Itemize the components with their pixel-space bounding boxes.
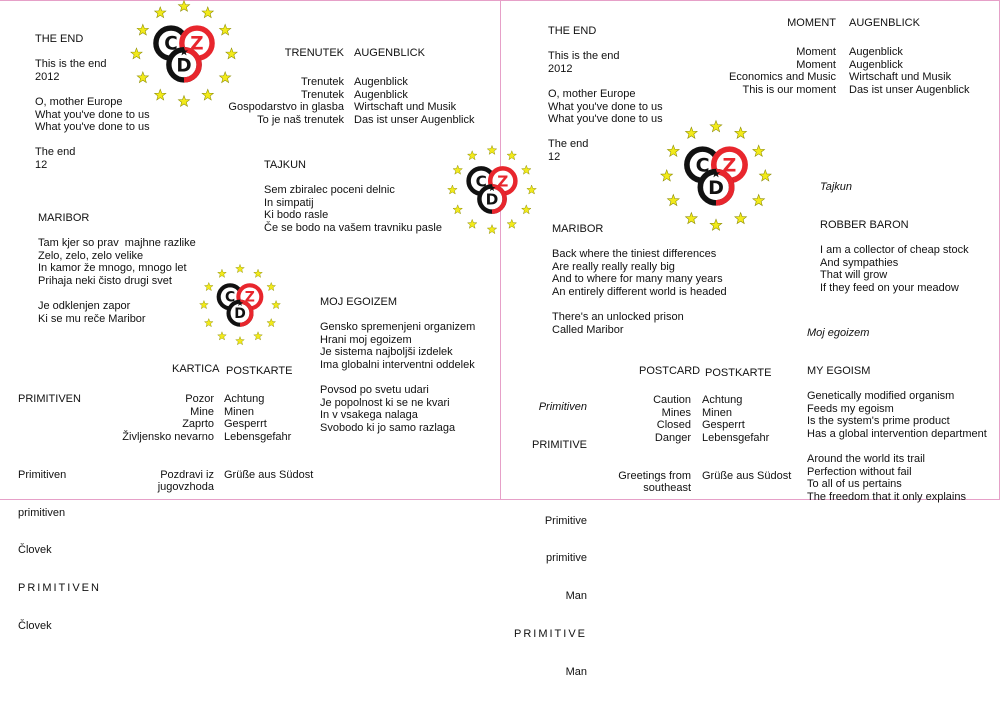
text-line: [35, 83, 150, 96]
text-line: Pozdravi iz: [160, 468, 214, 481]
star-icon: [200, 300, 209, 308]
text-line: To all of us pertains: [807, 478, 902, 491]
text-line: Danger: [654, 431, 691, 444]
star-icon: [487, 225, 496, 234]
augenblick-column: [354, 76, 474, 126]
original-title: Moj egoizem: [807, 327, 870, 340]
text-line: What you've done to us: [35, 108, 150, 121]
text-line: [35, 134, 150, 147]
text-line: Das ist unser Augenblick: [849, 83, 970, 96]
text-line: Povsod po svetu udari: [320, 384, 429, 397]
postkarte-title: POSTKARTE: [226, 365, 293, 377]
star-icon: [487, 145, 496, 154]
text-line: And to where for many many years: [552, 273, 723, 286]
text-line: 2012: [548, 62, 573, 75]
text-line: Pozor: [185, 393, 214, 405]
text-line: There's an unlocked prison: [552, 311, 684, 324]
text-line: Moment: [796, 46, 836, 58]
text-line: Ki se mu reče Maribor: [38, 312, 146, 325]
star-icon: [467, 151, 476, 160]
text-line: Wirtschaft und Musik: [354, 101, 457, 114]
text-line: Augenblick: [849, 58, 903, 71]
text-line: Augenblick: [354, 88, 408, 101]
moj-egoizem-poem: [320, 296, 475, 435]
star-icon: [710, 121, 722, 132]
star-icon: [661, 170, 673, 181]
star-icon: [453, 205, 462, 214]
czd-logo: [447, 145, 537, 235]
text-line: Economics and Music: [729, 71, 836, 84]
text-line: If they feed on your meadow: [820, 281, 959, 294]
logo-letter: D: [234, 306, 246, 323]
text-line: [122, 443, 214, 456]
poem-line: Man: [565, 665, 587, 678]
text-line: [35, 46, 150, 59]
text-line: [38, 225, 196, 238]
text-line: Grüße aus Südost: [224, 468, 314, 481]
page-fold-divider: [500, 0, 501, 500]
poem-line-spaced: PRIMITIVE: [513, 627, 587, 640]
text-line: [548, 75, 663, 88]
text-line: [224, 443, 313, 456]
star-icon: [453, 165, 462, 174]
star-icon: [218, 332, 227, 340]
my-egoism-poem: [807, 302, 987, 529]
text-line: Called Maribor: [552, 323, 624, 336]
poem-line: Človek: [18, 544, 52, 557]
primitive-poem: [514, 376, 587, 703]
star-icon: [467, 219, 476, 228]
star-icon: [218, 269, 227, 277]
text-line: The freedom that it only explains: [807, 490, 966, 503]
text-line: O, mother Europe: [548, 87, 636, 100]
star-icon: [267, 319, 276, 327]
tajkun-poem: [264, 159, 442, 235]
star-icon: [667, 145, 679, 156]
czd-logo: [199, 264, 281, 346]
star-icon: [507, 219, 516, 228]
poem-lines: [820, 219, 969, 295]
text-line: Achtung: [224, 393, 265, 405]
text-line: [548, 126, 663, 139]
text-line: jugovzhoda: [157, 481, 214, 494]
text-line: Zelo, zelo, zelo velike: [38, 249, 144, 262]
text-line: An entirely different world is headed: [552, 285, 727, 298]
text-line: 12: [35, 158, 48, 171]
trenutek-column: [228, 76, 344, 126]
text-line: Mine: [190, 405, 214, 418]
star-icon: [753, 145, 765, 156]
augenblick-title: AUGENBLICK: [354, 47, 425, 59]
the-end-poem-english: [548, 25, 663, 164]
augenblick-title-right: AUGENBLICK: [849, 17, 920, 29]
text-line: In simpatij: [264, 196, 314, 209]
logo-letter: Z: [190, 33, 204, 55]
kartica-column: [122, 393, 214, 494]
star-icon: [254, 269, 263, 277]
text-line: Moment: [796, 58, 836, 71]
text-line: [820, 232, 969, 245]
text-line: Back where the tiniest differences: [552, 248, 717, 261]
text-line: [552, 299, 727, 312]
postcard-title: POSTCARD: [639, 365, 701, 377]
postkarte-column: [224, 393, 313, 481]
poem-line: primitive: [546, 552, 587, 565]
text-line: Je odklenjen zapor: [38, 300, 131, 313]
original-title: Primitiven: [538, 401, 587, 414]
text-line: MARIBOR: [552, 223, 604, 235]
star-icon: [204, 282, 213, 290]
text-line: Augenblick: [849, 46, 903, 58]
text-line: [548, 38, 663, 51]
text-line: [618, 457, 691, 470]
text-line: Perfection without fail: [807, 465, 912, 478]
poem-title: PRIMITIVE: [531, 438, 587, 451]
star-icon: [735, 127, 747, 138]
text-line: This is our moment: [742, 83, 836, 96]
text-line: southeast: [643, 482, 691, 495]
czd-logo: [660, 120, 772, 232]
poem-lines: [807, 365, 987, 504]
text-line: O, mother Europe: [35, 95, 123, 108]
logo-letter: C: [475, 172, 487, 191]
star-icon: [267, 282, 276, 290]
poem-line-spaced: PRIMITIVEN: [18, 582, 101, 595]
text-line: I am a collector of cheap stock: [820, 244, 969, 257]
moment-column: [729, 46, 836, 96]
text-line: 12: [548, 150, 561, 163]
text-line: ROBBER BARON: [820, 218, 909, 231]
text-line: Ki bodo rasle: [264, 209, 329, 222]
text-line: That will grow: [820, 269, 888, 282]
text-line: The end: [548, 138, 589, 151]
poem-line: Man: [565, 590, 587, 603]
star-icon: [202, 7, 213, 18]
star-icon: [686, 127, 698, 138]
maribor-poem-english: [552, 223, 727, 336]
text-line: This is the end: [548, 50, 620, 63]
star-icon: [155, 89, 166, 100]
star-icon: [155, 7, 166, 18]
text-line: Has a global intervention department: [807, 427, 987, 440]
star-icon: [226, 48, 237, 59]
text-line: Are really really really big: [552, 260, 675, 273]
augenblick-column-right: [849, 46, 969, 96]
logo-letter: C: [225, 289, 236, 306]
star-icon: [254, 332, 263, 340]
text-line: [618, 444, 691, 457]
star-icon: [448, 185, 457, 194]
text-line: Around the world its trail: [807, 453, 925, 466]
star-icon: [219, 24, 230, 35]
text-line: Življensko nevarno: [122, 430, 214, 443]
text-line: Hrani moj egoizem: [320, 333, 412, 346]
star-icon: [236, 337, 245, 345]
text-line: Lebensgefahr: [702, 431, 770, 444]
text-line: To je naš trenutek: [257, 113, 344, 126]
star-icon: [759, 170, 771, 181]
text-line: [320, 372, 475, 385]
text-line: [122, 456, 214, 469]
text-line: [320, 309, 475, 322]
text-line: [264, 172, 442, 185]
text-line: In kamor že mnogo, mnogo let: [38, 262, 187, 275]
text-line: [807, 441, 987, 454]
text-line: In v vsakega nalaga: [320, 409, 418, 422]
logo-letter: Z: [497, 172, 509, 191]
logo-letter: D: [485, 190, 499, 209]
text-line: Svobodo ki jo samo razlaga: [320, 421, 456, 434]
text-line: Lebensgefahr: [224, 430, 292, 443]
text-line: Grüße aus Südost: [702, 469, 792, 482]
text-line: Trenutek: [300, 76, 344, 88]
text-line: Ima globalni interventni oddelek: [320, 358, 475, 371]
text-line: THE END: [35, 33, 84, 45]
text-line: The end: [35, 146, 76, 159]
text-line: Je popolnost ki se ne kvari: [320, 396, 450, 409]
text-line: This is the end: [35, 58, 107, 71]
maribor-poem: [38, 212, 196, 325]
star-icon: [272, 300, 281, 308]
text-line: Caution: [653, 394, 691, 406]
text-line: What you've done to us: [548, 113, 663, 126]
text-line: TAJKUN: [264, 159, 306, 171]
logo-letter: Z: [244, 289, 255, 306]
logo-letter: Z: [722, 154, 737, 177]
logo-letter: D: [176, 55, 192, 77]
text-line: Das ist unser Augenblick: [354, 113, 475, 126]
text-line: Minen: [224, 405, 254, 418]
star-icon: [236, 264, 245, 272]
original-title: Tajkun: [820, 181, 853, 194]
text-line: Zaprto: [182, 418, 214, 431]
star-icon: [178, 1, 189, 12]
text-line: [38, 288, 196, 301]
text-line: Je sistema najboljši izdelek: [320, 346, 453, 359]
robber-baron-poem: [820, 156, 969, 320]
star-icon: [178, 96, 189, 107]
text-line: Če se bodo na vašem travniku pasle: [264, 221, 442, 234]
star-icon: [527, 185, 536, 194]
poem-line: Primitive: [544, 514, 587, 527]
postkarte-title-right: POSTKARTE: [705, 367, 772, 379]
star-icon: [686, 213, 698, 224]
poem-line: Primitiven: [18, 468, 67, 481]
text-line: [702, 444, 791, 457]
trenutek-title: TRENUTEK: [284, 47, 344, 59]
star-icon: [753, 194, 765, 205]
text-line: Sem zbiralec poceni delnic: [264, 184, 395, 197]
primitiven-poem: [18, 368, 101, 658]
text-line: MOJ EGOIZEM: [320, 296, 397, 308]
text-line: What you've done to us: [35, 121, 150, 134]
text-line: Greetings from: [618, 469, 691, 482]
poem-title: PRIMITIVEN: [18, 393, 81, 406]
text-line: Prihaja neki čisto drugi svet: [38, 274, 172, 287]
logo-letter: C: [164, 33, 178, 55]
text-line: Tam kjer so prav majhne razlike: [38, 237, 196, 250]
text-line: Augenblick: [354, 76, 408, 88]
kartica-title: KARTICA: [172, 363, 220, 375]
star-icon: [204, 319, 213, 327]
moment-title: MOMENT: [787, 17, 836, 29]
star-icon: [667, 194, 679, 205]
star-icon: [507, 151, 516, 160]
text-line: Minen: [702, 406, 732, 419]
text-line: Gensko spremenjeni organizem: [320, 321, 476, 334]
star-icon: [202, 89, 213, 100]
text-line: [224, 456, 313, 469]
star-icon: [735, 213, 747, 224]
star-icon: [522, 165, 531, 174]
text-line: MARIBOR: [38, 212, 90, 224]
text-line: Closed: [656, 419, 691, 432]
text-line: And sympathies: [820, 256, 899, 269]
text-line: 2012: [35, 70, 60, 83]
poem-line: Človek: [18, 619, 52, 632]
text-line: Genetically modified organism: [807, 390, 955, 403]
text-line: [807, 378, 987, 391]
text-line: THE END: [548, 25, 597, 37]
text-line: What you've done to us: [548, 100, 663, 113]
text-line: MY EGOISM: [807, 364, 871, 377]
logo-letter: C: [695, 154, 710, 177]
text-line: Is the system's prime product: [807, 415, 950, 428]
the-end-poem: [35, 33, 150, 172]
text-line: Trenutek: [300, 88, 344, 101]
text-line: [702, 457, 791, 470]
star-icon: [522, 205, 531, 214]
text-line: Gospodarstvo in glasba: [228, 101, 344, 114]
text-line: [552, 236, 727, 249]
text-line: Mines: [661, 406, 691, 419]
text-line: Gesperrt: [702, 419, 745, 432]
text-line: Feeds my egoism: [807, 402, 894, 415]
text-line: Gesperrt: [224, 418, 267, 431]
postkarte-column-right: [702, 394, 791, 482]
poem-line: primitiven: [18, 506, 66, 519]
text-line: Achtung: [702, 394, 743, 406]
postcard-column: [618, 394, 691, 495]
text-line: Wirtschaft und Musik: [849, 71, 952, 84]
logo-letter: D: [708, 176, 724, 199]
